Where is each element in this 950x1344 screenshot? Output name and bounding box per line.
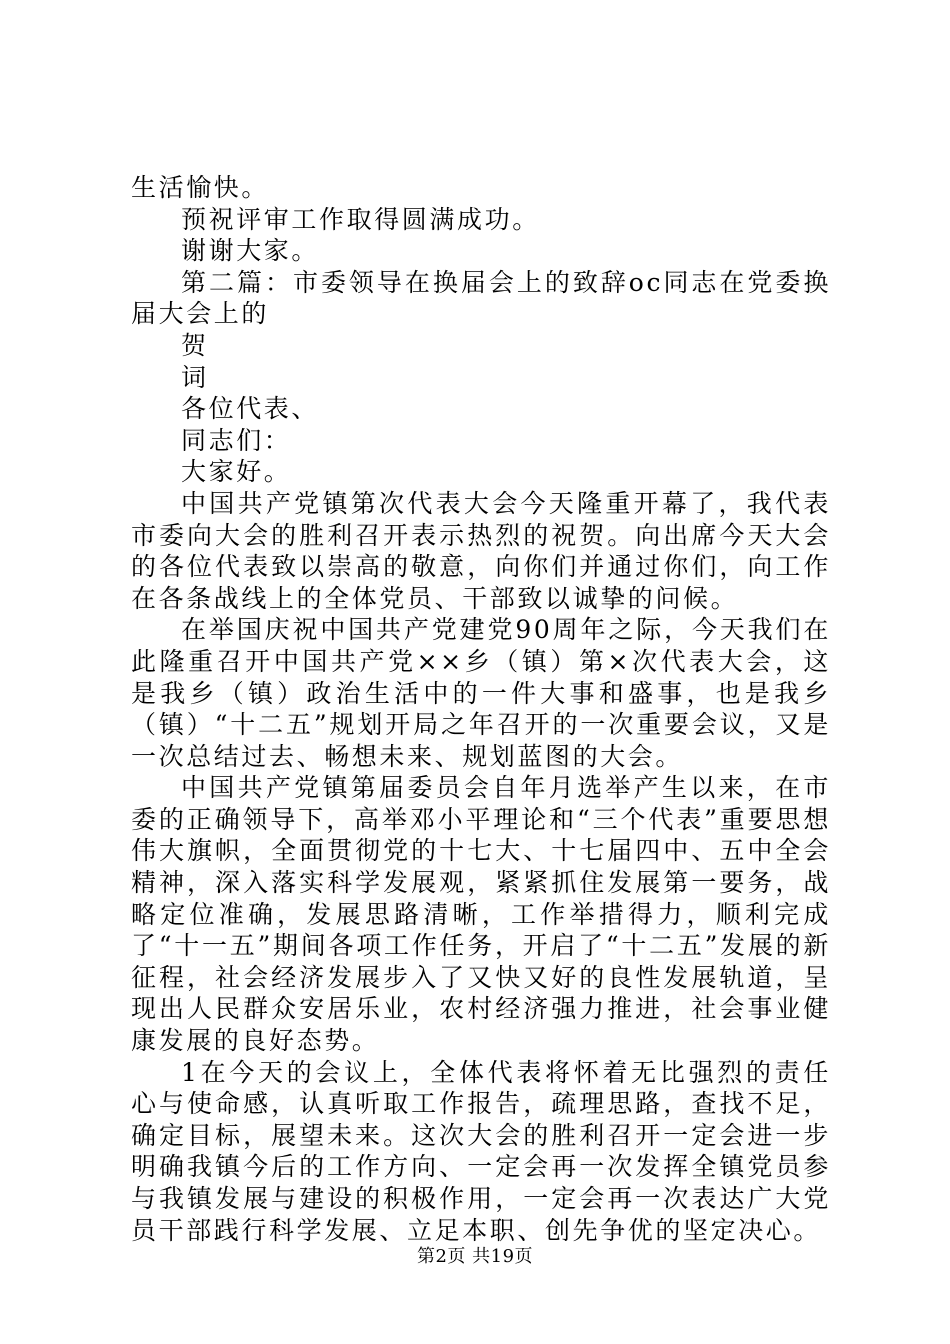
document-body — [131, 172, 831, 1246]
paragraph: 词 — [181, 362, 209, 392]
paragraph: 1在今天的会议上，全体代表将怀着无比强烈的责任心与使命感，认真听取工作报告，疏理思路，查找不足，确定目标，展望未来。这次大会的胜利召开一定会进一步明确我镇今后的工作方向、一定会再一次发挥全镇党员参与我镇发展与建设的积极作用，一定会再一次表达广大党员干部践行科学发展、立足本职、创先争优的坚定决心。 — [131, 1057, 831, 1245]
salutation: 各位代表、 — [181, 394, 320, 424]
paragraph: 预祝评审工作取得圆满成功。 — [181, 204, 540, 234]
paragraph: 生活愉快。 — [131, 173, 270, 202]
paragraph: 贺 — [181, 330, 209, 360]
page-number-footer: 第2页 共19页 — [416, 1246, 534, 1267]
paragraph: 中国共产党镇第次代表大会今天隆重开幕了，我代表市委向大会的胜利召开表示热烈的祝贺。向出席今天大会的各位代表致以崇高的敬意，向你们并通过你们，向工作在各条战线上的全体党员、干部致以诚挚的问候。 — [131, 488, 831, 613]
paragraph: 中国共产党镇第届委员会自年月选举产生以来，在市委的正确领导下，高举邓小平理论和“三个代表”重要思想伟大旗帜，全面贯彻党的十七大、十七届四中、五中全会精神，深入落实科学发展观，紧紧抓住发展第一要务，战略定位准确，发展思路清晰，工作举措得力，顺利完成了“十一五”期间各项工作任务，开启了“十二五”发展的新征程，社会经济发展步入了又快又好的良性发展轨道，呈现出人民群众安居乐业，农村经济强力推进，社会事业健康发展的良好态势。 — [131, 773, 831, 1056]
paragraph: 在举国庆祝中国共产党建党90周年之际，今天我们在此隆重召开中国共产党××乡（镇）第×次代表大会，这是我乡（镇）政治生活中的一件大事和盛事，也是我乡（镇）“十二五”规划开局之年召开的一次重要会议，又是一次总结过去、畅想未来、规划蓝图的大会。 — [131, 615, 831, 771]
greeting: 大家好。 — [181, 457, 292, 487]
salutation: 同志们： — [181, 425, 292, 455]
section-heading: 第二篇：市委领导在换届会上的致辞oc同志在党委换届大会上的 — [131, 267, 831, 329]
paragraph: 谢谢大家。 — [181, 236, 320, 266]
